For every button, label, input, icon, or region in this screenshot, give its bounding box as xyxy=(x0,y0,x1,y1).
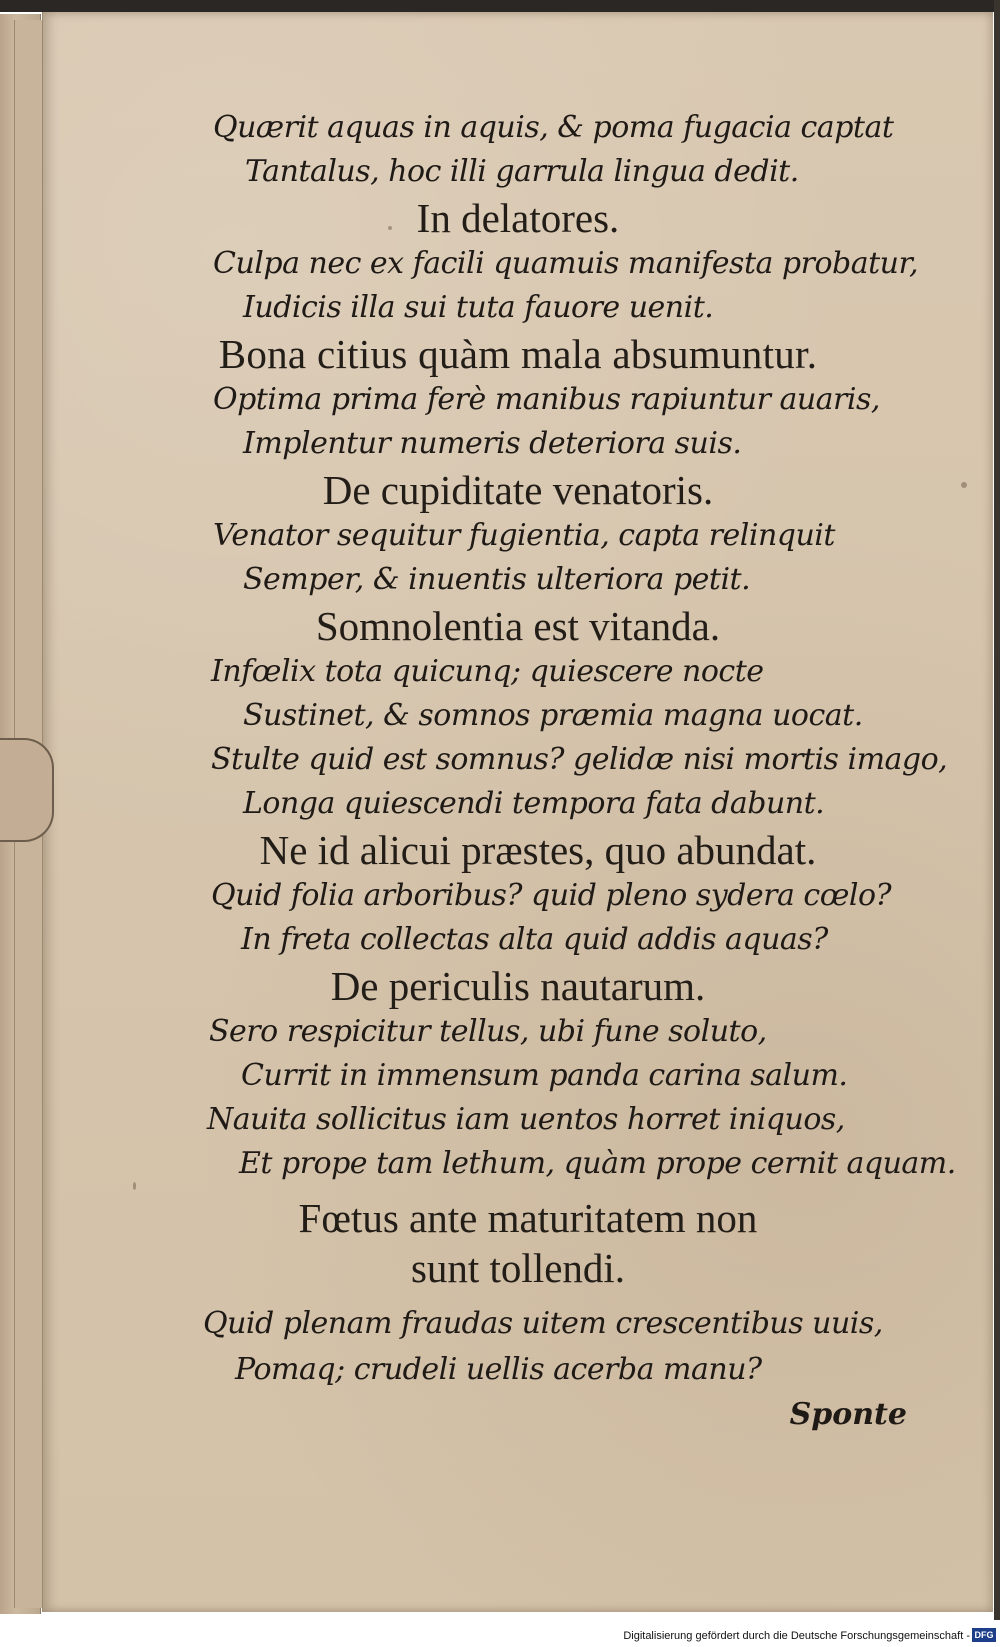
section-heading: Somnolentia est vitanda. xyxy=(315,603,721,649)
verse-line: Quid plenam fraudas uitem crescentibus uuis, xyxy=(203,1306,883,1341)
verse-line: Sero respicitur tellus, ubi fune soluto, xyxy=(209,1014,767,1049)
verse-line: Infœlix tota quicunq; quiescere nocte xyxy=(211,654,764,689)
verse-line: Quid folia arboribus? quid pleno sydera cœlo? xyxy=(211,878,892,913)
page-text xyxy=(43,12,993,1612)
verse-line: Quærit aquas in aquis, & poma fugacia captat xyxy=(213,110,894,145)
paper-spot xyxy=(961,482,967,488)
verse-line: Et prope tam lethum, quàm prope cernit aquam. xyxy=(239,1146,956,1181)
catchword: Sponte xyxy=(789,1397,907,1432)
verse-line: Pomaq; crudeli uellis acerba manu? xyxy=(235,1352,762,1387)
verse-line: Iudicis illa sui tuta fauore uenit. xyxy=(243,290,714,325)
verse-line: Tantalus, hoc illi garrula lingua dedit. xyxy=(245,154,799,189)
section-heading: In delatores. xyxy=(416,195,620,241)
verse-line: Semper, & inuentis ulteriora petit. xyxy=(243,562,751,597)
verse-line: In freta collectas alta quid addis aquas? xyxy=(241,922,828,957)
funding-credit: Digitalisierung gefördert durch die Deutsche Forschungsgemeinschaft - xyxy=(623,1630,970,1642)
paper-spot xyxy=(388,226,392,230)
verse-line: Sustinet, & somnos præmia magna uocat. xyxy=(243,698,863,733)
verse-line: Stulte quid est somnus? gelidæ nisi mortis imago, xyxy=(211,742,948,777)
verse-line: Longa quiescendi tempora fata dabunt. xyxy=(243,786,825,821)
verse-line: Currit in immensum panda carina salum. xyxy=(241,1058,848,1093)
verse-line: Implentur numeris deteriora suis. xyxy=(243,426,742,461)
section-heading: De cupiditate venatoris. xyxy=(322,467,714,513)
section-heading: Fœtus ante maturitatem non xyxy=(298,1195,758,1241)
scanner-background-top xyxy=(0,0,1000,12)
section-heading: sunt tollendi. xyxy=(410,1245,626,1291)
verse-line: Culpa nec ex facili quamuis manifesta probatur, xyxy=(213,246,919,281)
verse-line: Nauita sollicitus iam uentos horret iniquos, xyxy=(207,1102,845,1137)
section-heading: De periculis nautarum. xyxy=(330,963,706,1009)
dfg-logo: DFG xyxy=(972,1628,996,1642)
book-page xyxy=(42,12,993,1612)
section-heading: Bona citius quàm mala absumuntur. xyxy=(218,331,818,377)
paper-spot xyxy=(133,1182,136,1190)
scanner-background-right xyxy=(994,0,1000,1620)
section-heading: Ne id alicui præstes, quo abundat. xyxy=(259,827,817,873)
verse-line: Venator sequitur fugientia, capta relinquit xyxy=(213,518,835,553)
verse-line: Optima prima ferè manibus rapiuntur auaris, xyxy=(213,382,880,417)
bookmark-tab xyxy=(0,738,54,842)
